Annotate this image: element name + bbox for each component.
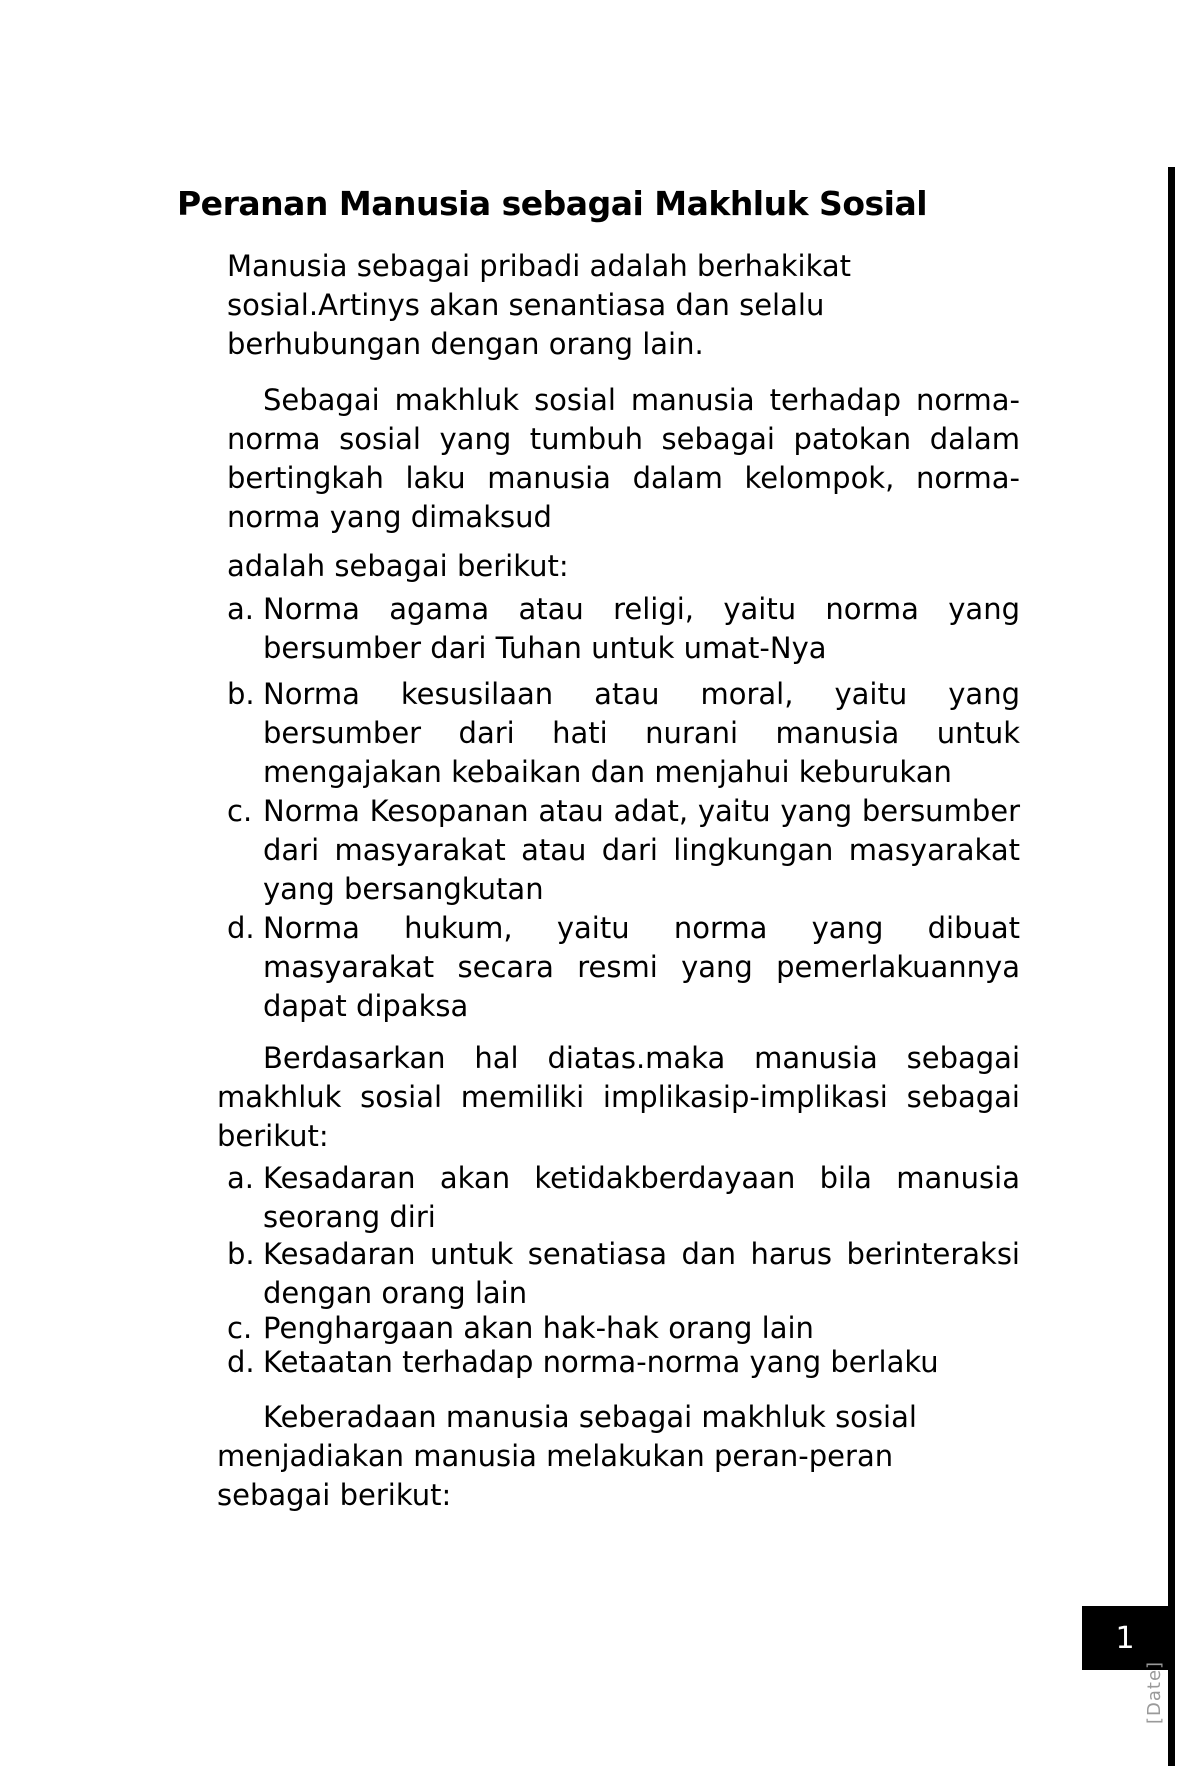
list-item-text: Kesadaran untuk senatiasa dan harus berinteraksi dengan orang lain <box>263 1237 1020 1310</box>
list-marker: a. <box>227 592 254 626</box>
list-item <box>227 792 1020 909</box>
intro-line: berhubungan dengan orang lain. <box>227 327 704 361</box>
list-item-text: Penghargaan akan hak-hak orang lain <box>263 1311 814 1345</box>
intro-line: sosial.Artinys akan senantiasa dan selalu <box>227 288 825 322</box>
list-marker: c. <box>227 794 253 828</box>
list-item <box>227 909 1020 1026</box>
implications-paragraph: Berdasarkan hal diatas.maka manusia sebagai makhluk sosial memiliki implikasip-implikasi sebagai berikut: <box>217 1041 1020 1153</box>
list-item-text: Norma hukum, yaitu norma yang dibuat masyarakat secara resmi yang pemerlakuannya dapat dipaksa <box>263 911 1020 1023</box>
page-number: 1 <box>1115 1620 1135 1656</box>
page-title: Peranan Manusia sebagai Makhluk Sosial <box>177 184 928 223</box>
norms-paragraph: Sebagai makhluk sosial manusia terhadap norma-norma sosial yang tumbuh sebagai patokan dalam bertingkah laku manusia dalam kelompok, norma-norma yang dimaksud <box>227 383 1020 534</box>
implications-list <box>227 1159 1020 1380</box>
list-item <box>227 1310 1020 1346</box>
list-marker: a. <box>227 1161 254 1195</box>
list-item-text: Norma agama atau religi, yaitu norma yang bersumber dari Tuhan untuk umat-Nya <box>263 592 1020 665</box>
intro-paragraph <box>227 247 927 364</box>
list-item-text: Norma kesusilaan atau moral, yaitu yang bersumber dari hati nurani manusia untuk mengajakan kebaikan dan menjahui keburukan <box>263 677 1020 789</box>
list-item <box>227 1235 1020 1313</box>
list-item <box>227 675 1020 792</box>
norms-lead-in: adalah sebagai berikut: <box>227 549 569 583</box>
list-item <box>227 590 1020 668</box>
list-marker: d. <box>227 911 255 945</box>
side-rule <box>1168 167 1175 1766</box>
list-item-text: Ketaatan terhadap norma-norma yang berlaku <box>263 1345 939 1379</box>
list-marker: b. <box>227 677 255 711</box>
date-placeholder: [Date] <box>1144 1660 1165 1724</box>
list-marker: c. <box>227 1311 253 1345</box>
intro-line: Manusia sebagai pribadi adalah berhakikat <box>227 249 852 283</box>
list-marker: d. <box>227 1345 255 1379</box>
list-item-text: Norma Kesopanan atau adat, yaitu yang bersumber dari masyarakat atau dari lingkungan masyarakat yang bersangkutan <box>263 794 1020 906</box>
list-item-text: Kesadaran akan ketidakberdayaan bila manusia seorang diri <box>263 1161 1020 1234</box>
list-item <box>227 1159 1020 1237</box>
norms-list <box>227 590 1020 1027</box>
list-marker: b. <box>227 1237 255 1271</box>
list-item <box>227 1344 1020 1380</box>
roles-paragraph: Keberadaan manusia sebagai makhluk sosial menjadiakan manusia melakukan peran-peran sebagai berikut: <box>217 1400 917 1512</box>
